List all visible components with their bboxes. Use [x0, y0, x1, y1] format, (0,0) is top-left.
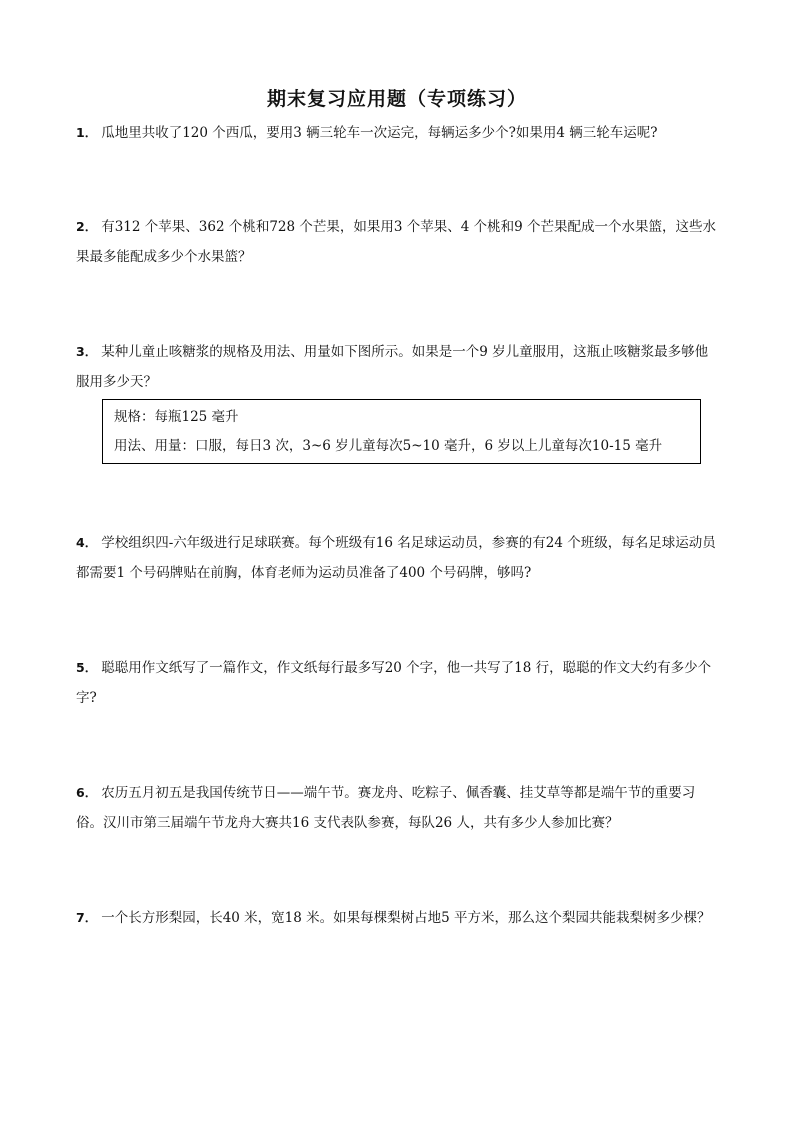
problem-5 [76, 653, 721, 713]
problem-text: 有312 个苹果、362 个桃和728 个芒果，如果用3 个苹果、4 个桃和9 个芒果配成一个水果篮，这些水果最多能配成多少个水果篮？ [76, 219, 717, 265]
problem-text: 某种儿童止咳糖浆的规格及用法、用量如下图所示。如果是一个9 岁儿童服用，这瓶止咳糖浆最多够他服用多少天？ [76, 344, 709, 390]
problem-4 [76, 528, 721, 588]
problem-text: 一个长方形梨园，长40 米，宽18 米。如果每棵梨树占地5 平方米，那么这个梨园共能栽梨树多少棵？ [101, 910, 711, 926]
problem-6 [76, 778, 721, 838]
problem-2 [76, 212, 721, 272]
problem-text: 农历五月初五是我国传统节日——端午节。赛龙舟、吃粽子、佩香囊、挂艾草等都是端午节的重要习俗。汉川市第三届端午节龙舟大赛共16 支代表队参赛，每队26 人，共有多少人参加比赛？ [76, 785, 696, 831]
problem-number: 6． [76, 785, 98, 800]
problem-text: 聪聪用作文纸写了一篇作文，作文纸每行最多写20 个字，他一共写了18 行，聪聪的作文大约有多少个字? [76, 660, 712, 706]
problem-number: 3． [76, 344, 98, 359]
problem-number: 7． [76, 910, 98, 925]
medicine-label-box [102, 399, 701, 464]
problem-number: 5． [76, 660, 98, 675]
problem-number: 1． [76, 125, 98, 140]
problem-7 [76, 903, 721, 933]
problem-number: 4． [76, 535, 98, 550]
page-title: 期末复习应用题（专项练习） [266, 88, 527, 110]
problem-1 [76, 118, 721, 148]
problem-text: 瓜地里共收了120 个西瓜，要用3 辆三轮车一次运完，每辆运多少个?如果用4 辆三轮车运呢? [101, 125, 658, 141]
problem-number: 2． [76, 219, 98, 234]
problem-text: 学校组织四-六年级进行足球联赛。每个班级有16 名足球运动员，参赛的有24 个班级，每名足球运动员都需要1 个号码牌贴在前胸，体育老师为运动员准备了400 个号码牌，够吗? [76, 535, 716, 581]
problem-3 [76, 337, 721, 397]
medicine-spec: 规格：每瓶125 毫升 [114, 409, 239, 425]
medicine-usage: 用法、用量：口服，每日3 次，3~6 岁儿童每次5~10 毫升，6 岁以上儿童每次10-15 毫升 [114, 438, 663, 454]
